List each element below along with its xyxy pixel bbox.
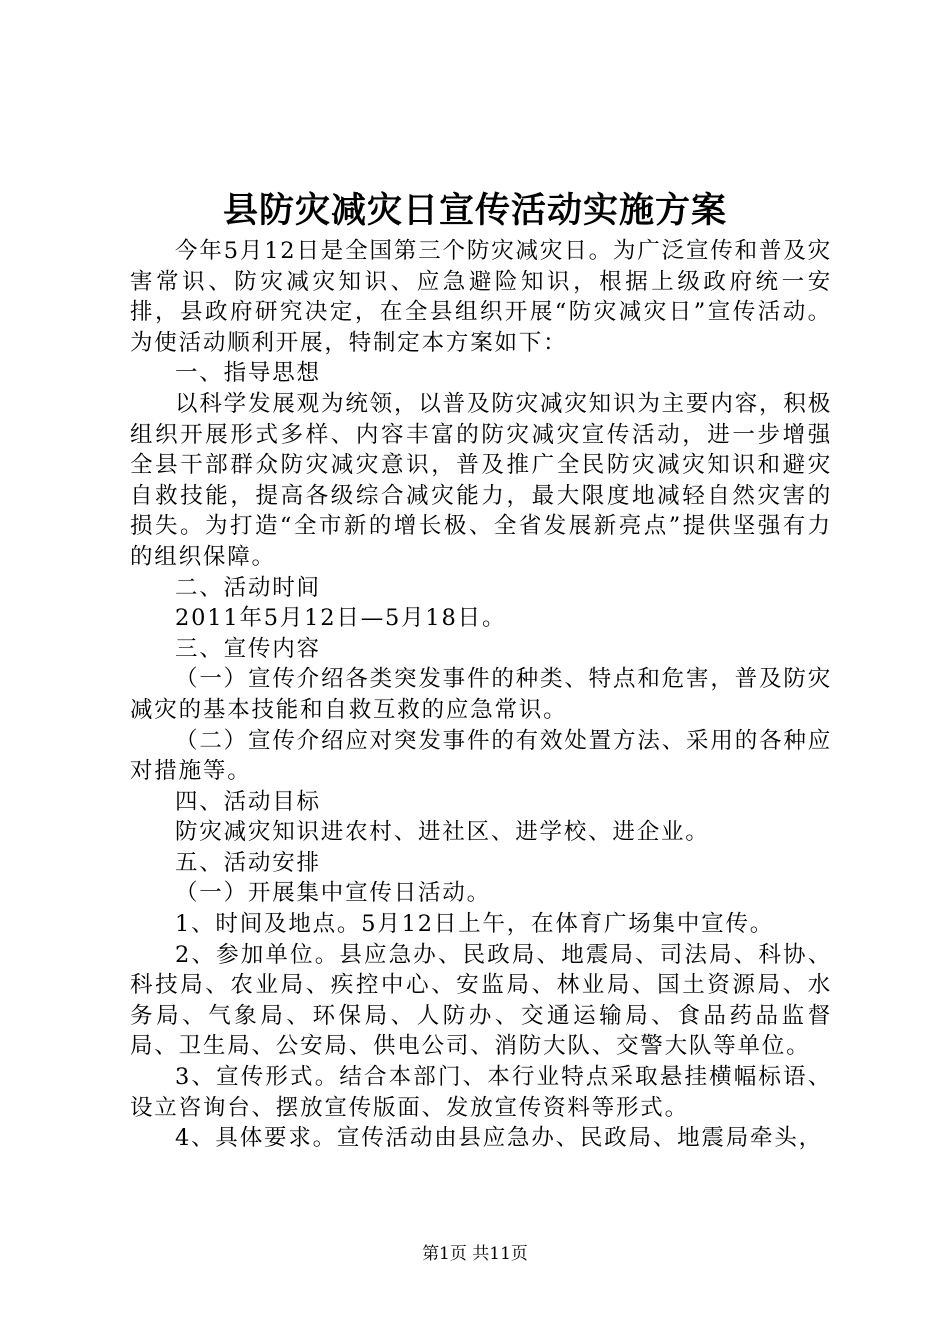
paragraph-participants: 2、参加单位。县应急办、民政局、地震局、司法局、科协、科技局、农业局、疾控中心、安监局、林业局、国土资源局、水务局、气象局、环保局、人防办、交通运输局、食品药品监督局、卫生局、公安局、供电公司、消防大队、交警大队等单位。 [130,941,832,1060]
paragraph-content-2: （二）宣传介绍应对突发事件的有效处置方法、采用的各种应对措施等。 [130,727,832,785]
paragraph-intro: 今年5月12日是全国第三个防灾减灾日。为广泛宣传和普及灾害常识、防灾减灾知识、应急避险知识，根据上级政府统一安排，县政府研究决定，在全县组织开展“防灾减灾日”宣传活动。为使活动顺利开展，特制定本方案如下： [130,238,832,356]
page-footer: 第1页 共11页 [422,1244,528,1264]
paragraph-activity-time: 2011年5月12日—5月18日。 [175,605,507,632]
paragraph-content-1: （一）宣传介绍各类突发事件的种类、特点和危害，普及防灾减灾的基本技能和自救互救的应急常识。 [130,666,832,723]
paragraph-activity-goal: 防灾减灾知识进农村、进社区、进学校、进企业。 [175,819,710,846]
document-body [130,236,832,1154]
paragraph-guiding-thought: 以科学发展观为统领，以普及防灾减灾知识为主要内容，积极组织开展形式多样、内容丰富的防灾减灾宣传活动，进一步增强全县干部群众防灾减灾意识，普及推广全民防灾减灾知识和避灾自救技能，提高各级综合减灾能力，最大限度地减轻自然灾害的损失。为打造“全市新的增长极、全省发展新亮点”提供坚强有力的组织保障。 [130,390,832,570]
section-heading-5: 五、活动安排 [175,849,321,876]
paragraph-arrangement-1: （一）开展集中宣传日活动。 [175,880,491,907]
paragraph-forms: 3、宣传形式。结合本部门、本行业特点采取悬挂横幅标语、设立咨询台、摆放宣传版面、发放宣传资料等形式。 [130,1064,832,1121]
paragraph-requirements: 4、具体要求。宣传活动由县应急办、民政局、地震局牵头， [175,1125,823,1152]
document-title: 县防灾减灾日宣传活动实施方案 [222,190,727,231]
section-heading-1: 一、指导思想 [175,360,321,387]
section-heading-3: 三、宣传内容 [175,635,321,662]
section-heading-4: 四、活动目标 [175,788,321,815]
paragraph-time-place: 1、时间及地点。5月12日上午，在体育广场集中宣传。 [175,911,775,938]
section-heading-2: 二、活动时间 [175,574,321,601]
